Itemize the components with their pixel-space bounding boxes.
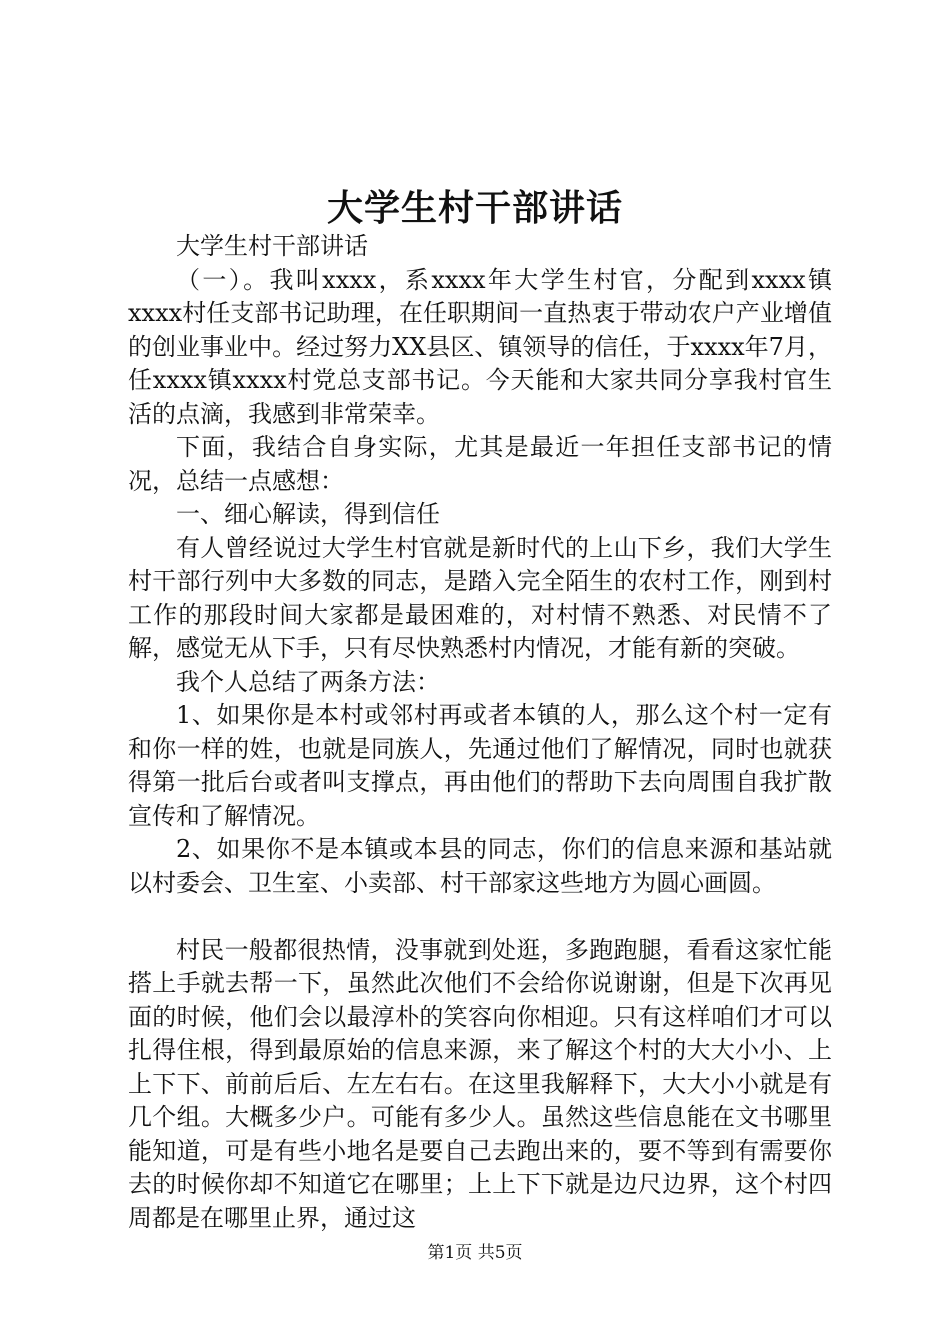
paragraph-summary-lead: 下面，我结合自身实际，尤其是最近一年担任支部书记的情况，总结一点感想： (128, 433, 832, 495)
paragraph-methods-lead: 我个人总结了两条方法： (176, 667, 440, 696)
paragraph-method-2: 2、如果你不是本镇或本县的同志，你们的信息来源和基站就以村委会、卫生室、小卖部、村干部家这些地方为圆心画圆。 (128, 835, 832, 897)
document-title: 大学生村干部讲话 (326, 187, 623, 229)
document-body (128, 230, 832, 1235)
paragraph-villagers: 村民一般都很热情，没事就到处逛，多跑跑腿，看看这家忙能搭上手就去帮一下，虽然此次他们不会给你说谢谢，但是下次再见面的时候，他们会以最淳朴的笑容向你相迎。只有这样咱们才可以扎得住根，得到最原始的信息来源，来了解这个村的大大小小、上上下下、前前后后、左左右右。在这里我解释下，大大小小就是有几个组。大概多少户。可能有多少人。虽然这些信息能在文书哪里能知道，可是有些小地名是要自己去跑出来的，要不等到有需要你去的时候你却不知道它在哪里；上上下下就是边尺边界，这个村四周都是在哪里止界，通过这 (128, 935, 832, 1232)
paragraph-method-1: 1、如果你是本村或邻村再或者本镇的人，那么这个村一定有和你一样的姓，也就是同族人，先通过他们了解情况，同时也就获得第一批后台或者叫支撑点，再由他们的帮助下去向周围自我扩散宣传和了解情况。 (128, 701, 832, 830)
paragraph-subtitle: 大学生村干部讲话 (176, 232, 368, 260)
section-heading-1: 一、细心解读，得到信任 (176, 500, 440, 528)
page-footer: 第1页 共5页 (427, 1243, 523, 1263)
paragraph-blank (128, 900, 832, 934)
paragraph-section-1: 有人曾经说过大学生村官就是新时代的上山下乡，我们大学生村干部行列中大多数的同志，是踏入完全陌生的农村工作，刚到村工作的那段时间大家都是最困难的，对村情不熟悉、对民情不了解，感觉无从下手，只有尽快熟悉村内情况，才能有新的突破。 (128, 533, 832, 662)
paragraph-intro: （一）。我叫xxxx，系xxxx年大学生村官，分配到xxxx镇xxxx村任支部书记助理，在任职期间一直热衷于带动农户产业增值的创业事业中。经过努力XX县区、镇领导的信任，于xxxx年7月，任xxxx镇xxxx村党总支部书记。今天能和大家共同分享我村官生活的点滴，我感到非常荣幸。 (128, 265, 832, 428)
